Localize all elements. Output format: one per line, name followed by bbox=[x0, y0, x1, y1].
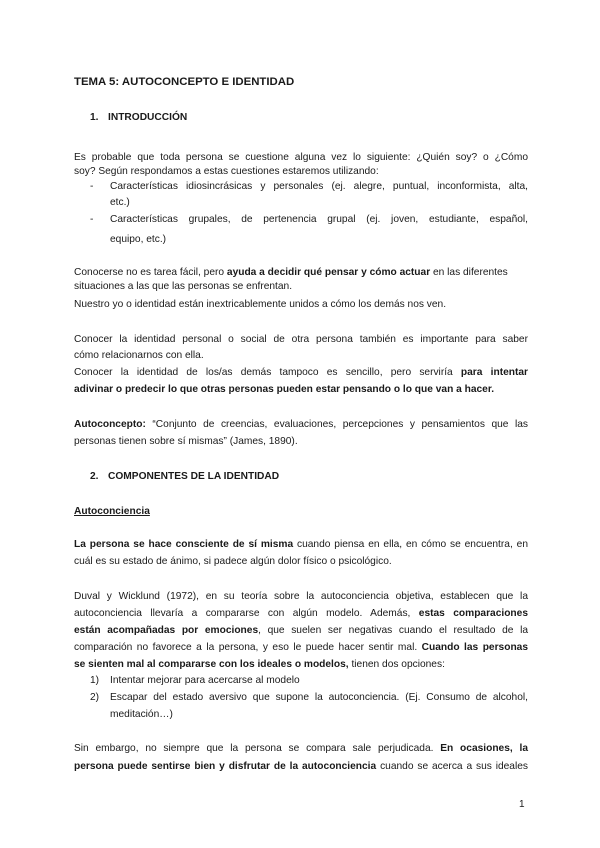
numbered-item-line: Escapar del estado aversivo que supone la autoconciencia. (Ej. Consumo de alcohol, bbox=[110, 692, 528, 703]
numbered-item-line: Intentar mejorar para acercarse al modelo bbox=[110, 675, 300, 686]
paragraph-line: Duval y Wicklund (1972), en su teoría sobre la autoconciencia objetiva, establecen que la bbox=[74, 591, 528, 602]
text-run: comparación no favorece a la persona, y eso le puede hacer sentir mal. bbox=[74, 642, 422, 653]
paragraph-line: adivinar o predecir lo que otras personas pueden estar pensando o lo que van a hacer. bbox=[74, 384, 495, 395]
bullet-item-line: etc.) bbox=[110, 197, 130, 208]
bullet-mark: - bbox=[90, 214, 94, 225]
paragraph-line: cuál es su estado de ánimo, si padece algún dolor físico o psicológico. bbox=[74, 556, 392, 567]
bold-text-run: Cuando las personas bbox=[421, 642, 528, 653]
text-run: Conocerse no es tarea fácil, pero bbox=[74, 267, 227, 278]
text-run: Conocer la identidad de los/as demás tampoco es sencillo, pero serviría bbox=[74, 367, 461, 378]
bold-text-run: estas comparaciones bbox=[418, 608, 528, 619]
paragraph-line bbox=[74, 366, 528, 380]
section-1-number: 1. bbox=[90, 112, 99, 123]
paragraph-line bbox=[74, 742, 528, 756]
bold-text-run: para intentar bbox=[460, 367, 528, 378]
section-2-heading: COMPONENTES DE LA IDENTIDAD bbox=[108, 471, 280, 482]
bullet-mark: - bbox=[90, 181, 94, 192]
text-run: autoconciencia llevaría a compararse con algún modelo. Además, bbox=[74, 608, 419, 619]
definition-line: personas tienen sobre sí mismas” (James, 1890). bbox=[74, 436, 298, 447]
document-title: TEMA 5: AUTOCONCEPTO E IDENTIDAD bbox=[74, 76, 295, 88]
bold-text-run: La persona se hace consciente de sí misma bbox=[74, 539, 294, 550]
text-run: “Conjunto de creencias, evaluaciones, percepciones y pensamientos que las bbox=[145, 419, 528, 430]
text-run: cuando piensa en ella, en cómo se encuentra, en bbox=[293, 539, 528, 550]
paragraph-line: Conocer la identidad personal o social de otra persona también es importante para saber bbox=[74, 334, 528, 345]
paragraph-intro-line: soy? Según respondamos a estas cuestiones estaremos utilizando: bbox=[74, 166, 379, 177]
paragraph-line bbox=[74, 624, 528, 638]
paragraph-line bbox=[74, 607, 528, 621]
bullet-item-line: Características grupales, de pertenencia grupal (ej. joven, estudiante, español, bbox=[110, 214, 528, 225]
paragraph-line: Nuestro yo o identidad están inextricablemente unidos a cómo los demás nos ven. bbox=[74, 299, 447, 310]
page-number: 1 bbox=[519, 799, 525, 810]
text-run: Sin embargo, no siempre que la persona se compara sale perjudicada. bbox=[74, 743, 441, 754]
bold-text-run: persona puede sentirse bien y disfrutar de la autoconciencia bbox=[74, 761, 377, 772]
bullet-item-line: equipo, etc.) bbox=[110, 234, 167, 245]
bold-text-run: Autoconcepto: bbox=[74, 419, 146, 430]
paragraph-intro-line: Es probable que toda persona se cuestione alguna vez lo siguiente: ¿Quién soy? o ¿Cómo bbox=[74, 152, 528, 163]
section-2-number: 2. bbox=[90, 471, 99, 482]
bullet-item-line: Características idiosincrásicas y personales (ej. alegre, puntual, inconformista, alta, bbox=[110, 181, 528, 192]
text-run: cuando se acerca a sus ideales bbox=[376, 761, 529, 772]
section-1-heading: INTRODUCCIÓN bbox=[108, 112, 188, 123]
bold-text-run: están acompañadas por emociones bbox=[74, 625, 259, 636]
paragraph-line bbox=[74, 641, 528, 655]
text-run: tienen dos opciones: bbox=[348, 659, 445, 670]
paragraph-line: cómo relacionarnos con ella. bbox=[74, 350, 204, 361]
list-number: 2) bbox=[90, 692, 100, 703]
paragraph-line bbox=[74, 760, 528, 774]
text-run: en las diferentes bbox=[430, 267, 508, 278]
bold-text-run: En ocasiones, la bbox=[440, 743, 528, 754]
paragraph-line bbox=[74, 266, 528, 280]
bold-text-run: ayuda a decidir qué pensar y cómo actuar bbox=[226, 267, 431, 278]
definition-line bbox=[74, 418, 528, 432]
bold-text-run: se sienten mal al compararse con los ideales o modelos, bbox=[74, 659, 349, 670]
paragraph-line bbox=[74, 538, 528, 552]
paragraph-line: situaciones a las que las personas se enfrentan. bbox=[74, 281, 293, 292]
numbered-item-line: meditación…) bbox=[110, 709, 173, 720]
list-number: 1) bbox=[90, 675, 100, 686]
paragraph-line bbox=[74, 658, 528, 672]
text-run: , que suelen ser negativas cuando el resultado de la bbox=[258, 625, 528, 636]
subsection-heading: Autoconciencia bbox=[74, 506, 150, 517]
